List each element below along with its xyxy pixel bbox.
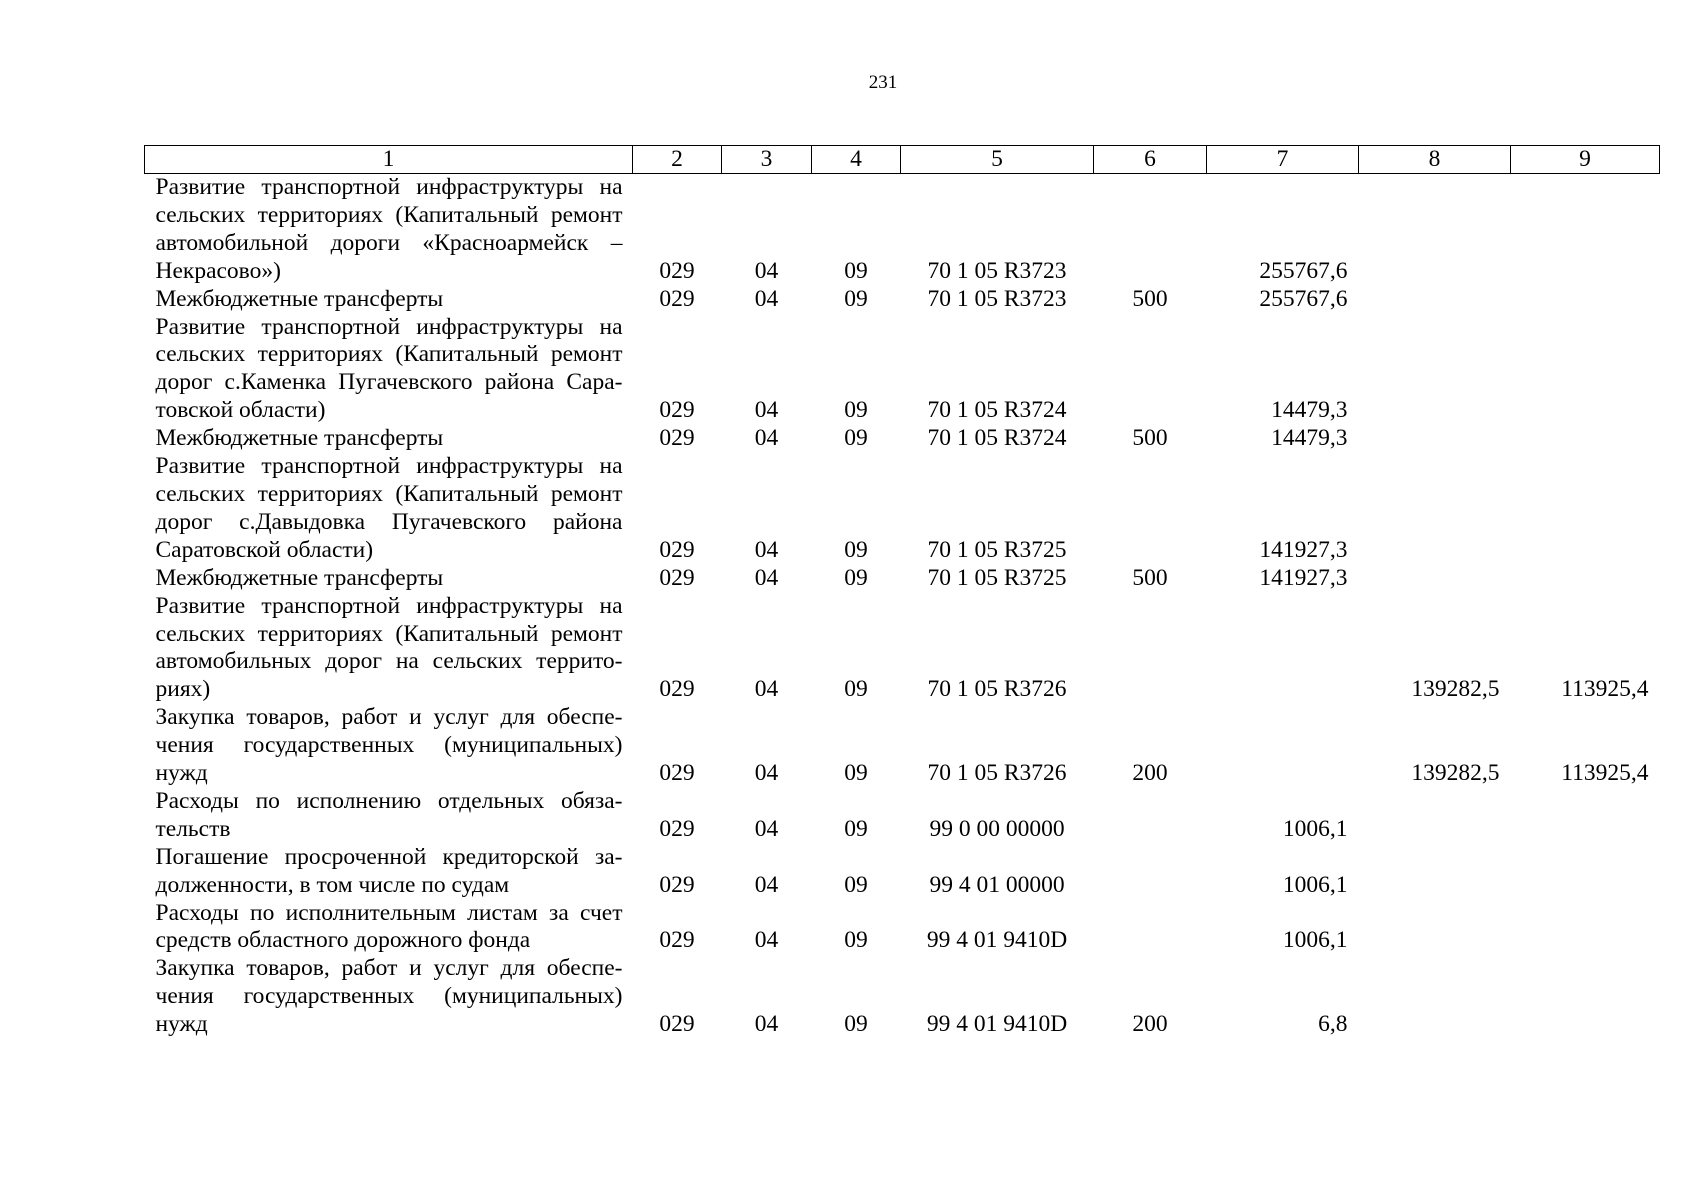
- table-row: [145, 844, 1660, 900]
- row-description: Расходы по исполнению отдельных обязательств: [155, 787, 623, 842]
- table-row: [145, 453, 1660, 565]
- cell-amount-col7: 255767,6: [1259, 257, 1348, 284]
- cell-amount-col9: [1511, 314, 1660, 426]
- row-description: Закупка товаров, работ и услуг для обеспечения государственных (муниципальных) нужд: [155, 704, 623, 787]
- cell-target-article: 70 1 05 R3725: [927, 564, 1067, 591]
- cell-subsection: 09: [844, 1011, 868, 1038]
- cell-subsection: 09: [844, 871, 868, 898]
- cell-subsection: 09: [844, 760, 868, 787]
- cell-amount-col8: [1359, 425, 1511, 453]
- cell-amount-col9: [1511, 425, 1660, 453]
- cell-amount-col8: [1359, 174, 1511, 286]
- table-row: [145, 565, 1660, 593]
- cell-expense-type: [1094, 788, 1207, 844]
- cell-ministry-code: 029: [659, 760, 695, 787]
- cell-section: 04: [754, 257, 779, 284]
- cell-ministry-code: 029: [659, 564, 695, 591]
- cell-ministry-code: 029: [659, 257, 695, 284]
- cell-ministry-code: 029: [659, 397, 695, 424]
- cell-target-article: 70 1 05 R3726: [927, 676, 1067, 703]
- cell-target-article: 70 1 05 R3724: [927, 425, 1067, 452]
- row-description: Развитие транспортной инфраструктуры на сельских территориях (Капитальный ремонт автомобильной дороги «Красноармейск – Некрасово»): [155, 174, 623, 284]
- cell-ministry-code: 029: [659, 285, 695, 312]
- header-col-7: 7: [1207, 146, 1359, 174]
- table-row: [145, 788, 1660, 844]
- cell-expense-type: [1094, 844, 1207, 900]
- cell-subsection: 09: [844, 564, 868, 591]
- cell-section: 04: [754, 536, 779, 563]
- cell-section: 04: [754, 425, 779, 452]
- cell-section: 04: [754, 285, 779, 312]
- row-description: Развитие транспортной инфраструктуры на сельских территориях (Капитальный ремонт дорог с.Давыдовка Пугачевского района Саратовской области): [155, 453, 623, 563]
- table-row: [145, 900, 1660, 956]
- cell-section: 04: [754, 927, 779, 954]
- cell-section: 04: [754, 871, 779, 898]
- cell-ministry-code: 029: [659, 927, 695, 954]
- page-number: 231: [868, 72, 898, 93]
- cell-amount-col7: 1006,1: [1282, 815, 1348, 842]
- cell-target-article: 70 1 05 R3725: [927, 536, 1067, 563]
- cell-amount-col8: 139282,5: [1411, 676, 1500, 703]
- table-body: [145, 174, 1660, 1040]
- row-description: Межбюджетные трансферты: [155, 285, 444, 312]
- table-row: [145, 425, 1660, 453]
- cell-amount-col9: 113925,4: [1561, 760, 1649, 787]
- cell-target-article: 70 1 05 R3723: [927, 257, 1067, 284]
- header-col-6: 6: [1094, 146, 1207, 174]
- cell-amount-col9: [1511, 844, 1660, 900]
- table-header: [145, 146, 1660, 174]
- cell-amount-col7: 14479,3: [1271, 397, 1348, 424]
- cell-amount-col7: 14479,3: [1271, 425, 1348, 452]
- cell-target-article: 99 0 00 00000: [929, 815, 1065, 842]
- cell-amount-col8: [1359, 955, 1511, 1039]
- cell-subsection: 09: [844, 257, 868, 284]
- row-description: Межбюджетные трансферты: [155, 425, 444, 452]
- cell-amount-col9: [1511, 565, 1660, 593]
- cell-section: 04: [754, 397, 779, 424]
- cell-expense-type: [1094, 900, 1207, 956]
- cell-ministry-code: 029: [659, 536, 695, 563]
- cell-amount-col8: [1359, 314, 1511, 426]
- cell-ministry-code: 029: [659, 871, 695, 898]
- cell-expense-type: 500: [1132, 425, 1168, 452]
- cell-expense-type: [1094, 453, 1207, 565]
- cell-target-article: 70 1 05 R3726: [927, 760, 1067, 787]
- table-row: [145, 955, 1660, 1039]
- cell-amount-col8: [1359, 565, 1511, 593]
- cell-ministry-code: 029: [659, 1011, 695, 1038]
- cell-amount-col8: [1359, 788, 1511, 844]
- cell-section: 04: [754, 676, 779, 703]
- header-col-3: 3: [722, 146, 812, 174]
- row-description: Межбюджетные трансферты: [155, 564, 444, 591]
- row-description: Развитие транспортной инфраструктуры на сельских территориях (Капитальный ремонт дорог с.Каменка Пугачевского района Саратовской области): [155, 313, 623, 424]
- cell-subsection: 09: [844, 425, 868, 452]
- cell-section: 04: [754, 1011, 779, 1038]
- header-col-4: 4: [812, 146, 901, 174]
- cell-section: 04: [754, 564, 779, 591]
- cell-subsection: 09: [844, 676, 868, 703]
- cell-amount-col7: 6,8: [1318, 1011, 1348, 1038]
- header-col-2: 2: [633, 146, 722, 174]
- cell-expense-type: 200: [1132, 760, 1168, 787]
- header-row: [145, 146, 1660, 174]
- cell-amount-col7: [1207, 593, 1359, 705]
- cell-expense-type: [1094, 174, 1207, 286]
- cell-subsection: 09: [844, 536, 868, 563]
- cell-amount-col8: [1359, 900, 1511, 956]
- row-description: Развитие транспортной инфраструктуры на сельских территориях (Капитальный ремонт автомобильных дорог на сельских территориях): [155, 592, 623, 703]
- header-col-1: 1: [145, 146, 633, 174]
- cell-amount-col8: [1359, 844, 1511, 900]
- cell-amount-col8: [1359, 453, 1511, 565]
- cell-target-article: 99 4 01 00000: [929, 871, 1065, 898]
- table-row: [145, 593, 1660, 705]
- header-col-8: 8: [1359, 146, 1511, 174]
- cell-target-article: 70 1 05 R3723: [927, 285, 1067, 312]
- table-row: [145, 314, 1660, 426]
- cell-subsection: 09: [844, 397, 868, 424]
- cell-ministry-code: 029: [659, 676, 695, 703]
- cell-subsection: 09: [844, 927, 868, 954]
- table-row: [145, 704, 1660, 788]
- cell-amount-col7: 1006,1: [1282, 927, 1348, 954]
- header-col-9: 9: [1511, 146, 1660, 174]
- cell-amount-col9: [1511, 788, 1660, 844]
- cell-amount-col7: 1006,1: [1282, 871, 1348, 898]
- row-description: Погашение просроченной кредиторской задолженности, в том числе по судам: [155, 843, 623, 898]
- cell-amount-col7: [1207, 704, 1359, 788]
- budget-table: [144, 145, 1660, 1039]
- cell-subsection: 09: [844, 815, 868, 842]
- cell-target-article: 99 4 01 9410D: [926, 1011, 1068, 1038]
- cell-amount-col7: 141927,3: [1259, 564, 1348, 591]
- cell-expense-type: [1094, 314, 1207, 426]
- cell-amount-col7: 255767,6: [1259, 285, 1348, 312]
- cell-expense-type: 500: [1132, 564, 1168, 591]
- cell-subsection: 09: [844, 285, 868, 312]
- cell-section: 04: [754, 760, 779, 787]
- cell-amount-col9: [1511, 286, 1660, 314]
- row-description: Закупка товаров, работ и услуг для обеспечения государственных (муниципальных) нужд: [155, 955, 623, 1038]
- cell-amount-col9: [1511, 453, 1660, 565]
- cell-amount-col9: [1511, 900, 1660, 956]
- cell-amount-col8: [1359, 286, 1511, 314]
- cell-amount-col9: [1511, 955, 1660, 1039]
- header-col-5: 5: [901, 146, 1094, 174]
- cell-expense-type: 500: [1132, 285, 1168, 312]
- cell-target-article: 99 4 01 9410D: [926, 927, 1068, 954]
- table-row: [145, 174, 1660, 286]
- cell-target-article: 70 1 05 R3724: [927, 397, 1067, 424]
- cell-ministry-code: 029: [659, 425, 695, 452]
- table-row: [145, 286, 1660, 314]
- cell-section: 04: [754, 815, 779, 842]
- row-description: Расходы по исполнительным листам за счет средств областного дорожного фонда: [155, 899, 623, 954]
- cell-amount-col9: [1511, 174, 1660, 286]
- cell-expense-type: [1094, 593, 1207, 705]
- cell-amount-col9: 113925,4: [1561, 676, 1649, 703]
- cell-amount-col8: 139282,5: [1411, 760, 1500, 787]
- cell-expense-type: 200: [1132, 1011, 1168, 1038]
- cell-ministry-code: 029: [659, 815, 695, 842]
- cell-amount-col7: 141927,3: [1259, 536, 1348, 563]
